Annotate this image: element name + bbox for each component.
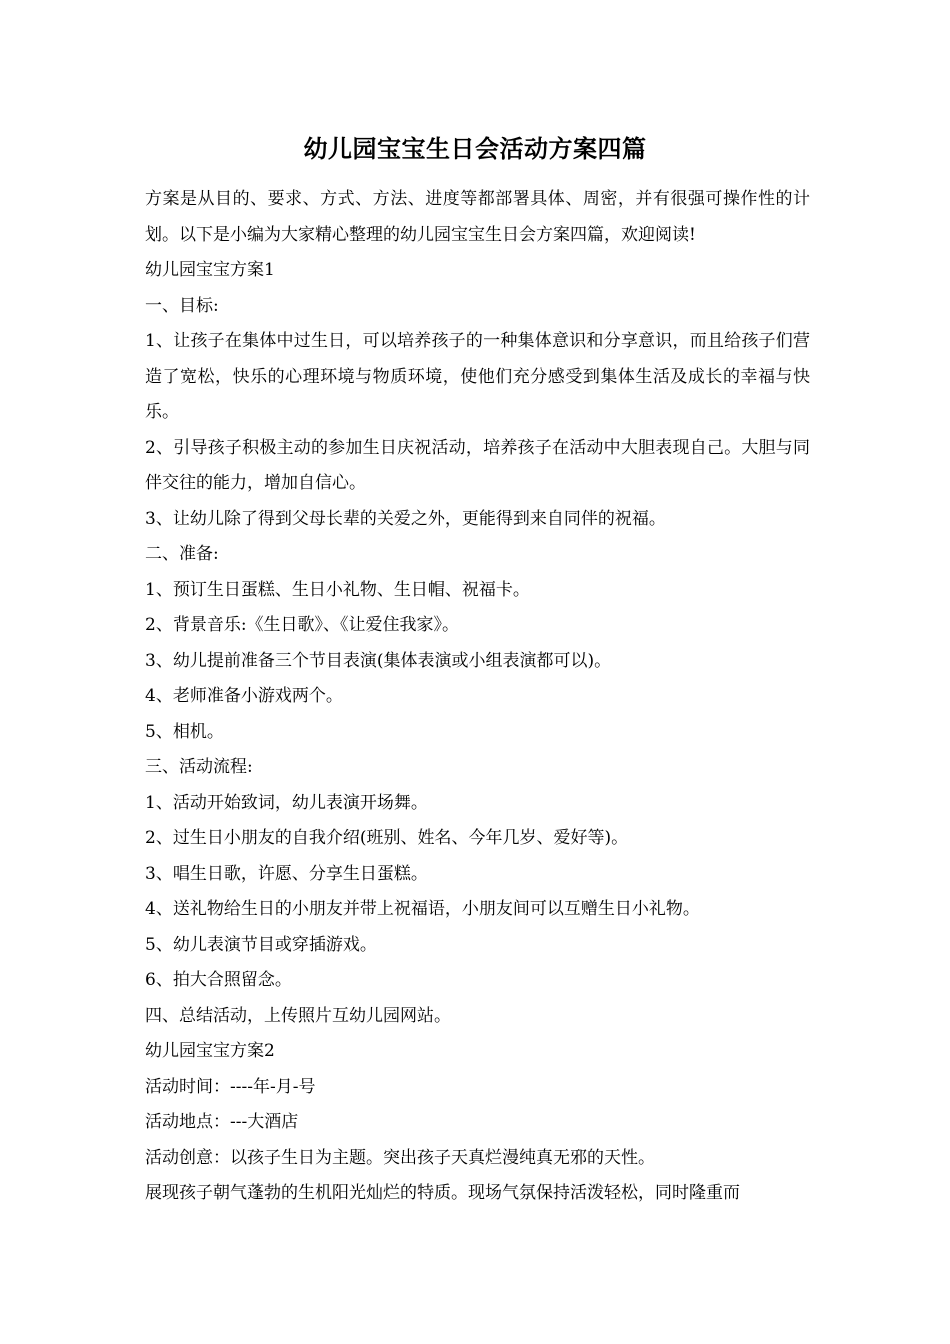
section-heading-plan-1: 幼儿园宝宝方案1 xyxy=(145,260,275,280)
list-item: 3、让幼儿除了得到父母长辈的关爱之外，更能得到来自同伴的祝福。 xyxy=(145,508,666,529)
list-item: 4、送礼物给生日的小朋友并带上祝福语，小朋友间可以互赠生日小礼物。 xyxy=(145,899,700,919)
paragraph-time: 活动时间：----年-月-号 xyxy=(145,1076,316,1097)
list-item: 5、幼儿表演节目或穿插游戏。 xyxy=(145,934,377,955)
list-item: 1、让孩子在集体中过生日，可以培养孩子的一种集体意识和分享意识，而且给孩子们营造了宽松，快乐的心理环境与物质环境，使他们充分感受到集体生活及成长的幸福与快乐。 xyxy=(145,331,810,422)
paragraph-idea-continued: 展现孩子朝气蓬勃的生机阳光灿烂的特质。现场气氛保持活泼轻松，同时隆重而 xyxy=(145,1183,740,1203)
list-item: 2、过生日小朋友的自我介绍(班别、姓名、今年几岁、爱好等)。 xyxy=(145,828,629,848)
list-item: 1、活动开始致词，幼儿表演开场舞。 xyxy=(145,792,428,813)
subheading-summary: 四、总结活动，上传照片互幼儿园网站。 xyxy=(145,1005,451,1026)
list-item: 3、幼儿提前准备三个节目表演(集体表演或小组表演都可以)。 xyxy=(145,650,612,671)
subheading-goals: 一、目标: xyxy=(145,295,219,316)
list-item: 5、相机。 xyxy=(145,721,224,742)
paragraph-location: 活动地点：---大酒店 xyxy=(145,1112,299,1132)
list-item: 1、预订生日蛋糕、生日小礼物、生日帽、祝福卡。 xyxy=(145,579,530,600)
section-heading-plan-2: 幼儿园宝宝方案2 xyxy=(145,1041,275,1061)
subheading-process: 三、活动流程: xyxy=(145,757,253,777)
list-item: 2、引导孩子积极主动的参加生日庆祝活动，培养孩子在活动中大胆表现自己。大胆与同伴交往的能力，增加自信心。 xyxy=(145,437,810,493)
document-body xyxy=(145,182,810,1212)
paragraph-idea: 活动创意：以孩子生日为主题。突出孩子天真烂漫纯真无邪的天性。 xyxy=(145,1147,655,1168)
paragraph-intro: 方案是从目的、要求、方式、方法、进度等都部署具体、周密，并有很强可操作性的计划。以下是小编为大家精心整理的幼儿园宝宝生日会方案四篇，欢迎阅读! xyxy=(145,189,810,245)
list-item: 4、老师准备小游戏两个。 xyxy=(145,686,343,706)
list-item: 3、唱生日歌，许愿、分享生日蛋糕。 xyxy=(145,863,428,884)
list-item: 6、拍大合照留念。 xyxy=(145,970,292,990)
subheading-preparation: 二、准备: xyxy=(145,544,219,564)
document-title: 幼儿园宝宝生日会活动方案四篇 xyxy=(303,134,647,163)
list-item: 2、背景音乐:《生日歌》、《让爱住我家》。 xyxy=(145,615,460,635)
